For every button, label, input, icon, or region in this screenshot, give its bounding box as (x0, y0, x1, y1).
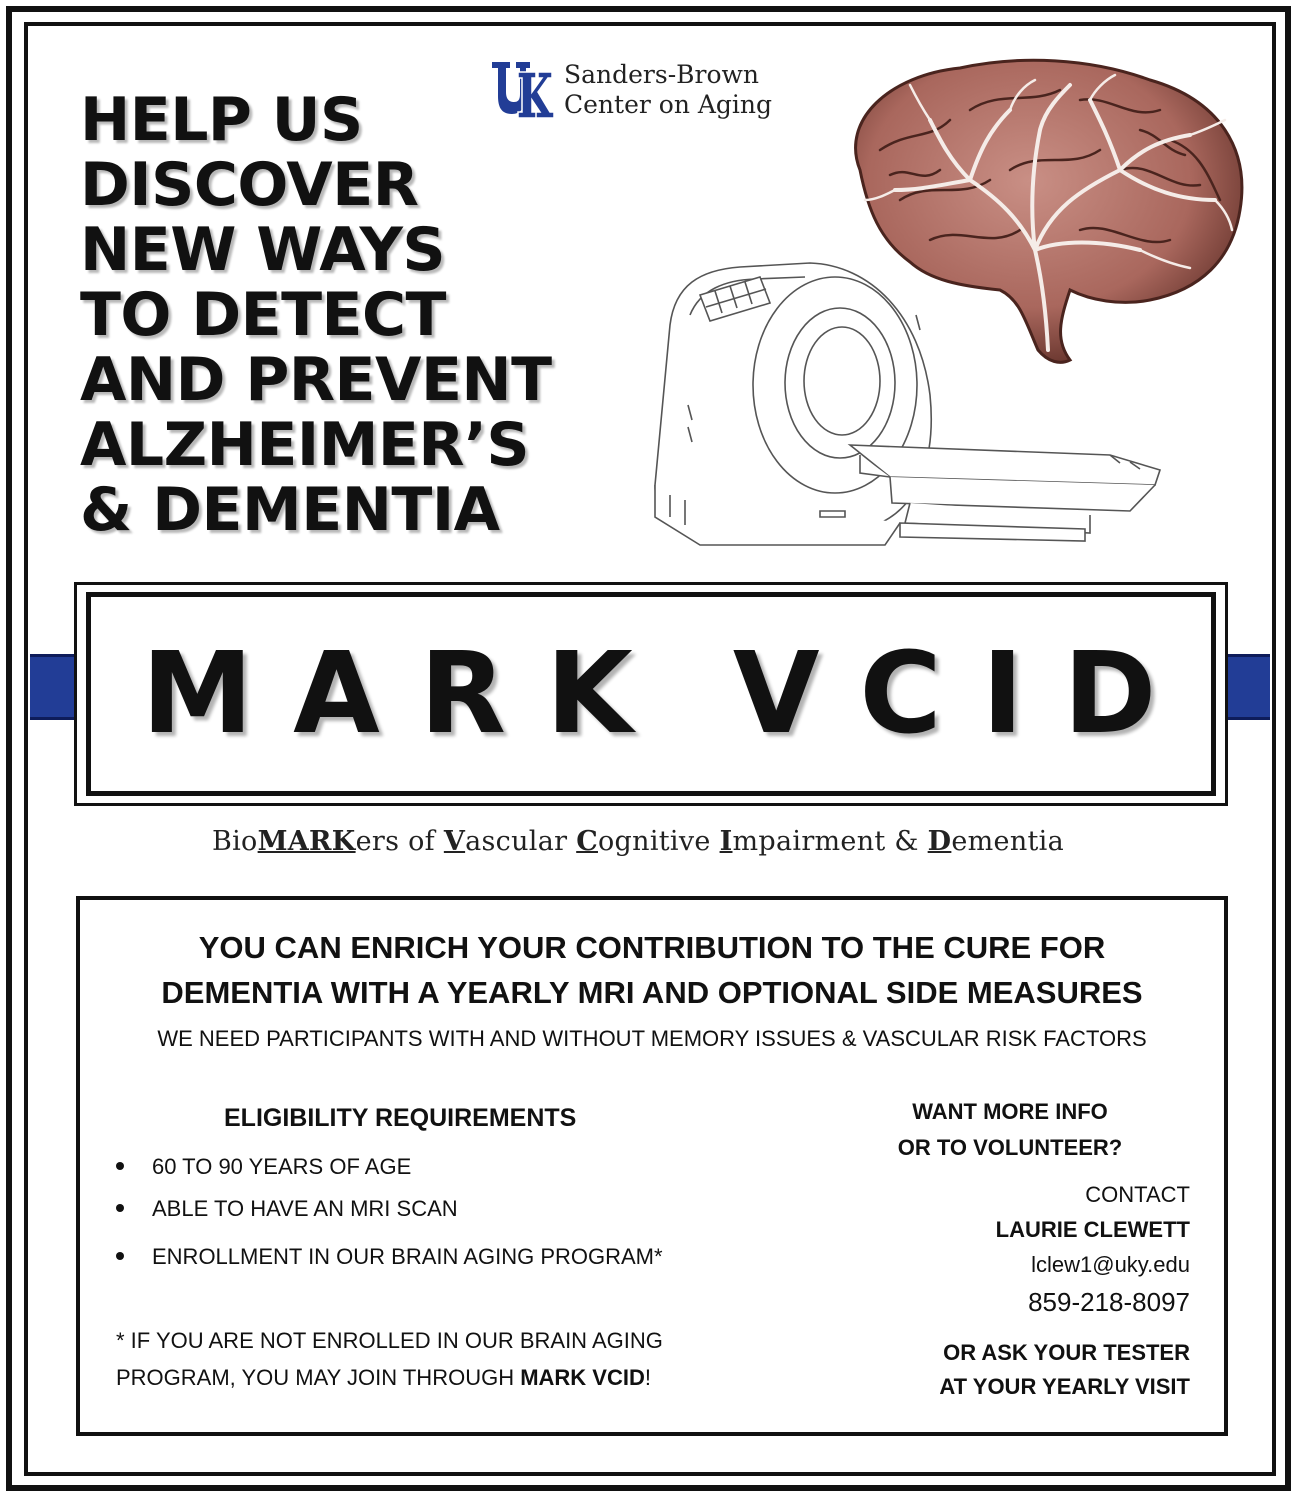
uk-logo-icon (490, 58, 554, 120)
program-title (86, 592, 1216, 796)
requirement-item (116, 1196, 458, 1222)
bullet-icon (116, 1252, 124, 1260)
want-info-line: OR TO VOLUNTEER? (897, 1135, 1123, 1160)
footnote (116, 1322, 776, 1396)
ask-tester-line: AT YOUR YEARLY VISIT (939, 1374, 1190, 1399)
info-heading (80, 925, 1224, 1015)
title-word-mark: MARK (141, 629, 673, 759)
footnote-program: MARK VCID (520, 1365, 645, 1390)
logo-line: Center on Aging (564, 90, 773, 119)
sanders-brown-logo (490, 58, 800, 120)
subtitle-part: ascular (465, 826, 577, 857)
subtitle-part: ementia (951, 826, 1065, 857)
requirement-item (116, 1244, 663, 1270)
headline-line: TO DETECT (80, 280, 446, 350)
headline (80, 85, 640, 545)
subtitle-letters: I (719, 826, 733, 857)
subtitle-part: mpairment & (732, 826, 928, 857)
subtitle-part: ers of (355, 826, 444, 857)
bullet-icon (116, 1162, 124, 1170)
title-word-vcid: VCID (732, 629, 1197, 759)
ask-tester-line: OR ASK YOUR TESTER (943, 1340, 1190, 1365)
headline-line: & DEMENTIA (80, 475, 500, 545)
logo-text (564, 60, 772, 120)
eligibility-heading: ELIGIBILITY REQUIREMENTS (224, 1104, 577, 1132)
footnote-text: * IF YOU ARE NOT ENROLLED IN OUR BRAIN AGING PROGRAM, YOU MAY JOIN THROUGH (116, 1328, 663, 1390)
info-heading-line: DEMENTIA WITH A YEARLY MRI AND OPTIONAL SIDE MEASURES (161, 975, 1143, 1010)
mri-scanner-illustration (630, 255, 1170, 575)
subtitle-part: ognitive (597, 826, 720, 857)
headline-line: HELP US (80, 85, 363, 155)
info-subheading: WE NEED PARTICIPANTS WITH AND WITHOUT MEMORY ISSUES & VASCULAR RISK FACTORS (157, 1026, 1147, 1051)
subtitle-letters: MARK (257, 826, 356, 857)
footnote-end: ! (644, 1365, 651, 1390)
contact-label: CONTACT (1085, 1182, 1190, 1207)
contact-name: LAURIE CLEWETT (995, 1217, 1190, 1242)
requirement-text: ABLE TO HAVE AN MRI SCAN (152, 1196, 458, 1221)
blue-stripe-left (30, 654, 80, 720)
requirement-text: ENROLLMENT IN OUR BRAIN AGING PROGRAM* (152, 1244, 663, 1269)
want-info-line: WANT MORE INFO (912, 1099, 1108, 1124)
bullet-icon (116, 1204, 124, 1212)
subtitle-letters: V (443, 826, 466, 857)
headline-line: ALZHEIMER’S (80, 410, 530, 480)
headline-line: DISCOVER (80, 150, 419, 220)
blue-stripe-right (1222, 654, 1270, 720)
headline-line: NEW WAYS (80, 215, 446, 285)
subtitle-letters: D (927, 826, 952, 857)
headline-line: AND PREVENT (80, 345, 552, 415)
logo-line: Sanders-Brown (564, 60, 760, 89)
info-heading-line: YOU CAN ENRICH YOUR CONTRIBUTION TO THE CURE FOR (198, 930, 1106, 965)
acronym-subtitle (0, 826, 1276, 857)
subtitle-letters: C (576, 826, 598, 857)
want-more-info (850, 1094, 1170, 1166)
ask-tester (939, 1336, 1190, 1404)
subtitle-part: Bio (211, 826, 258, 857)
requirement-text: 60 TO 90 YEARS OF AGE (152, 1154, 412, 1179)
contact-email[interactable]: lclew1@uky.edu (1031, 1252, 1190, 1277)
requirement-item (116, 1154, 411, 1180)
contact-phone[interactable]: 859-218-8097 (1028, 1287, 1190, 1317)
